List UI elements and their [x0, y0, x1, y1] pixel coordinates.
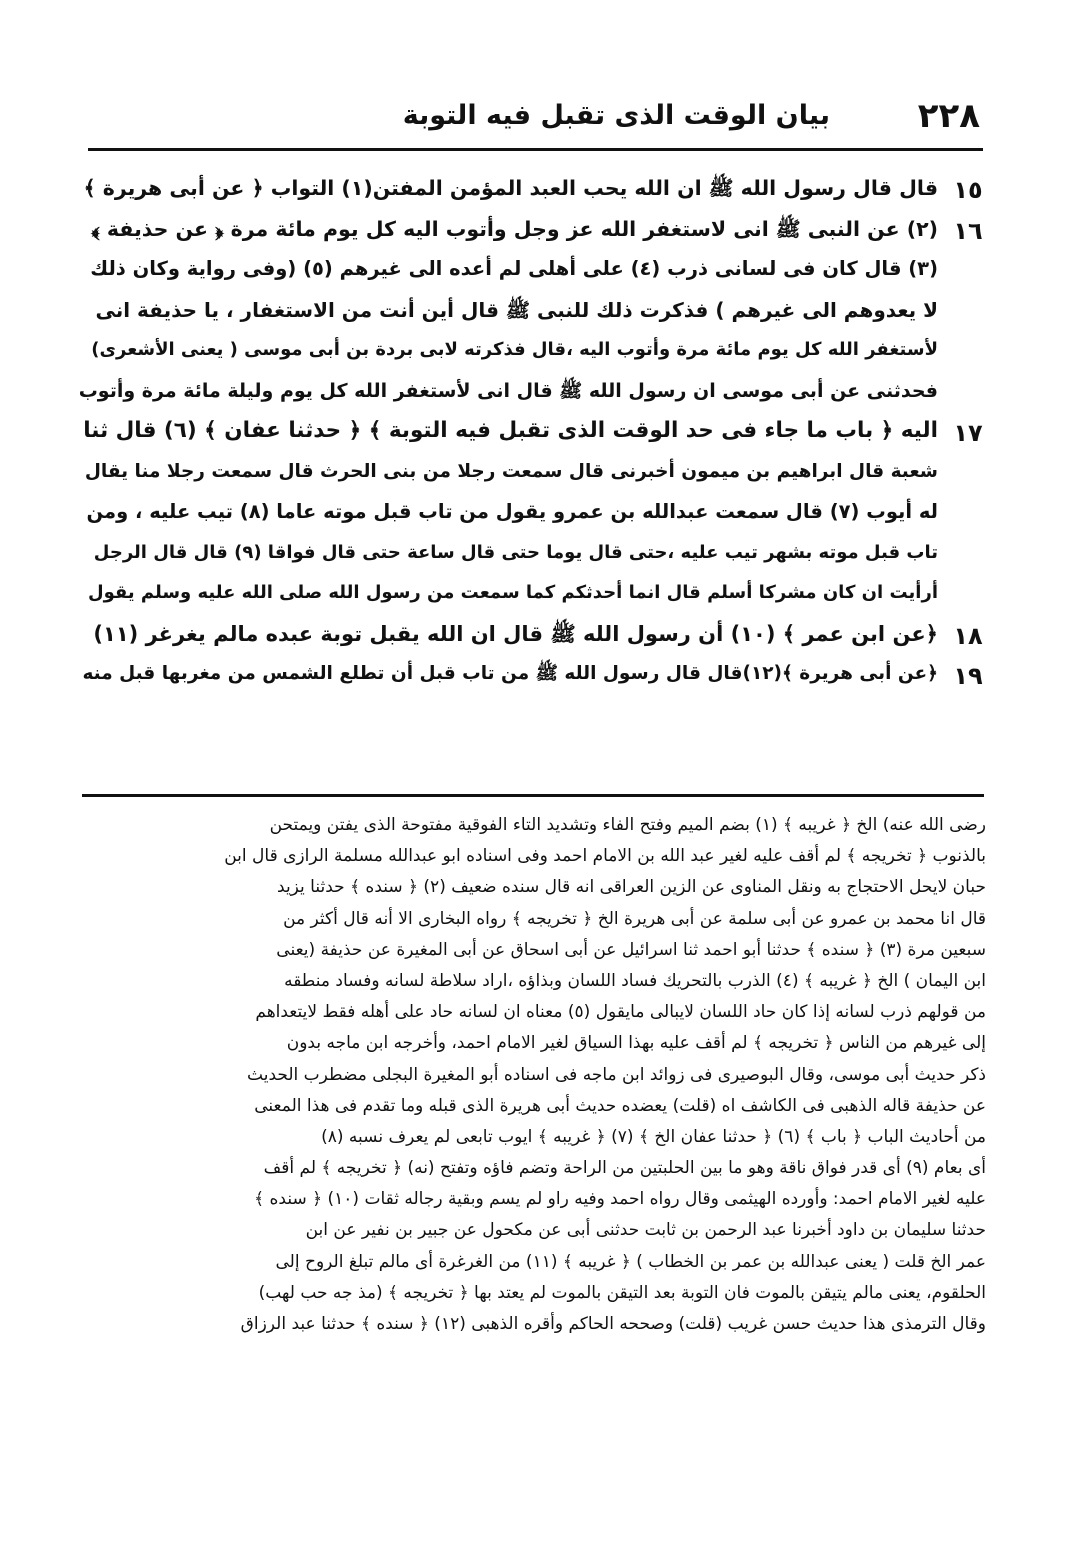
- footnote-line: إلى غيرهم من الناس ﴿ تخريجه ﴾ لم أقف عليه بهذا السياق لغير الامام احمد، وأخرجه ابن ماجه بدون: [286, 1033, 986, 1054]
- footnote-line: قال انا محمد بن عمرو عن أبى سلمة عن أبى هريرة الخ ﴿ تخريجه ﴾ رواه البخارى الا أنه قال أكثر من: [283, 908, 986, 929]
- footnote-line: الحلقوم، يعنى مالم يتيقن بالموت فان التوبة بعد التيقن بالموت لم يعتد بها ﴿ تخريجه ﴾ (مذ جه حب لهب): [258, 1282, 986, 1303]
- footnote-line: عن حذيفة قاله الذهبى فى الكاشف اه (قلت) يعضده حديث أبى هريرة الذى قبله وما تقدم فى هذا المعنى: [254, 1095, 986, 1116]
- main-text-line: (٢) عن النبى ﷺ انى لاستغفر الله عز وجل وأتوب اليه كل يوم مائة مرة ﴿ عن حذيفة ﴾: [91, 216, 938, 241]
- main-text-line: لا يعدوهم الى غيرهم ) فذكرت ذلك للنبى ﷺ قال أين أنت من الاستغفار ، يا حذيفة انى: [95, 297, 938, 322]
- main-text-line: اليه ﴿ باب ما جاء فى حد الوقت الذى تقبل فيه التوبة ﴾ ﴿ حدثنا عفان ﴾ (٦) قال ثنا: [83, 418, 938, 443]
- page-header: [90, 96, 980, 148]
- main-text-line: شعبة قال ابراهيم بن ميمون أخبرنى قال سمعت رجلا من بنى الحرث قال سمعت رجلا منا يقال: [84, 460, 938, 482]
- hadith-number: ١٦: [953, 216, 983, 245]
- main-text-line: أرأيت ان كان مشركا أسلم قال انما أحدثكم كما سمعت من رسول الله صلى الله عليه وسلم يقول: [88, 582, 938, 603]
- main-text-line: (٣) قال كان فى لسانى ذرب (٤) على أهلى لم أعده الى غيرهم (٥) (وفى رواية وكان ذلك: [90, 257, 938, 280]
- footnotes-block: [78, 810, 986, 1340]
- hadith-number: ١٨: [953, 621, 983, 650]
- main-text-line: له أيوب (٧) قال سمعت عبدالله بن عمرو يقول من تاب قبل موته عاما (٨) تيب عليه ، ومن: [86, 500, 938, 523]
- page-number: ٢٢٨: [917, 96, 980, 136]
- main-text-line: ﴿عن أبى هريرة ﴾(١٢)قال قال رسول الله ﷺ من تاب قبل أن تطلع الشمس من مغربها قبل منه: [82, 663, 938, 684]
- footnote-line: عمر الخ قلت ( يعنى عبدالله بن عمر بن الخطاب ) ﴿ غريبه ﴾ (١١) من الغرغرة أى مالم تبلغ الروح إلى: [275, 1251, 986, 1272]
- running-title: بيان الوقت الذى تقبل فيه التوبة: [402, 100, 830, 131]
- footnote-line: رضى الله عنه) الخ ﴿ غريبه ﴾ (١) بضم الميم وفتح الفاء وتشديد التاء الفوقية مفتوحة الذى يفتن ويمتحن: [269, 815, 986, 835]
- footnote-line: من أحاديث الباب ﴿ باب ﴾ (٦) ﴿ حدثنا عفان الخ ﴾ (٧) ﴿ غريبه ﴾ ايوب تابعى لم يعرف نسبه (٨): [321, 1126, 986, 1147]
- main-text-line: فحدثنى عن أبى موسى ان رسول الله ﷺ قال انى لأستغفر الله كل يوم وليلة مائة مرة وأتوب: [78, 379, 938, 402]
- footnote-line: من قولهم ذرب لسانه إذا كان حاد اللسان لايبالى مايقول (٥) معناه ان لسانه حاد على أهله فقط لايتعداهم: [255, 1002, 986, 1023]
- footnote-line: عليه لغير الامام احمد: وأورده الهيثمى وقال رواه احمد وفيه راو لم يسم وبقية رجاله ثقات (١٠) ﴿ سنده ﴾: [254, 1189, 986, 1210]
- footnote-separator-rule: [82, 794, 984, 797]
- footnote-line: ابن اليمان ) الخ ﴿ غريبه ﴾ (٤) الذرب بالتحريك فساد اللسان وبذاؤه ،اراد سلاطة لسانه وفساد منطقه: [284, 970, 986, 991]
- footnote-line: بالذنوب ﴿ تخريجه ﴾ لم أقف عليه لغير عبد الله بن الامام احمد وفى اسناده ابو عبدالله مسلمة الرازى قال ابن: [224, 846, 986, 867]
- hadith-number: ١٧: [953, 419, 983, 447]
- footnote-line: أى بعام (٩) أى قدر فواق ناقة وهو ما بين الحلبتين من الراحة وتضم فاؤه وتفتح (نه) ﴿ تخريجه ﴾ لم أقف: [263, 1158, 986, 1179]
- footnote-line: وقال الترمذى هذا حديث حسن غريب (قلت) وصححه الحاكم وأقره الذهبى (١٢) ﴿ سنده ﴾ حدثنا عبد الرزاق: [240, 1314, 986, 1334]
- main-text-line: قال قال رسول الله ﷺ ان الله يحب العبد المؤمن المفتن(١) التواب ﴿ عن أبى هريرة ﴾: [83, 176, 938, 200]
- hadith-number: ١٩: [953, 662, 983, 690]
- header-rule: [88, 148, 983, 151]
- main-text-line: تاب قبل موته بشهر تيب عليه ،حتى قال يوما حتى قال ساعة حتى قال فواقا (٩) قال قال الرجل: [93, 541, 938, 563]
- footnote-line: سبعين مرة (٣) ﴿ سنده ﴾ حدثنا أبو احمد ثنا اسرائيل عن أبى اسحاق عن أبى المغيرة عن حذيفة (يعنى: [276, 939, 986, 960]
- main-text-line: لأستغفر الله كل يوم مائة مرة وأتوب اليه ،قال فذكرته لابى بردة بن أبى موسى ( يعنى الأشعرى): [91, 339, 938, 360]
- main-text-block: [78, 168, 938, 695]
- main-text-line: ﴿عن ابن عمر ﴾ (١٠) أن رسول الله ﷺ قال ان الله يقبل توبة عبده مالم يغرغر (١١): [93, 621, 938, 646]
- footnote-line: حبان لايحل الاحتجاج به ونقل المناوى عن الزين العراقى انه قال سنده ضعيف (٢) ﴿ سنده ﴾ حدثنا يزيد: [277, 877, 986, 898]
- footnote-line: ذكر حديث أبى موسى، وقال البوصيرى فى زوائد ابن ماجه فى اسناده أبو المغيرة البجلى مضطرب الحديث: [247, 1064, 986, 1085]
- hadith-number: ١٥: [953, 176, 983, 204]
- footnote-line: حدثنا سليمان بن داود أخبرنا عبد الرحمن بن ثابت حدثنى أبى عن مكحول عن جبير بن نفير عن ابن: [305, 1220, 986, 1241]
